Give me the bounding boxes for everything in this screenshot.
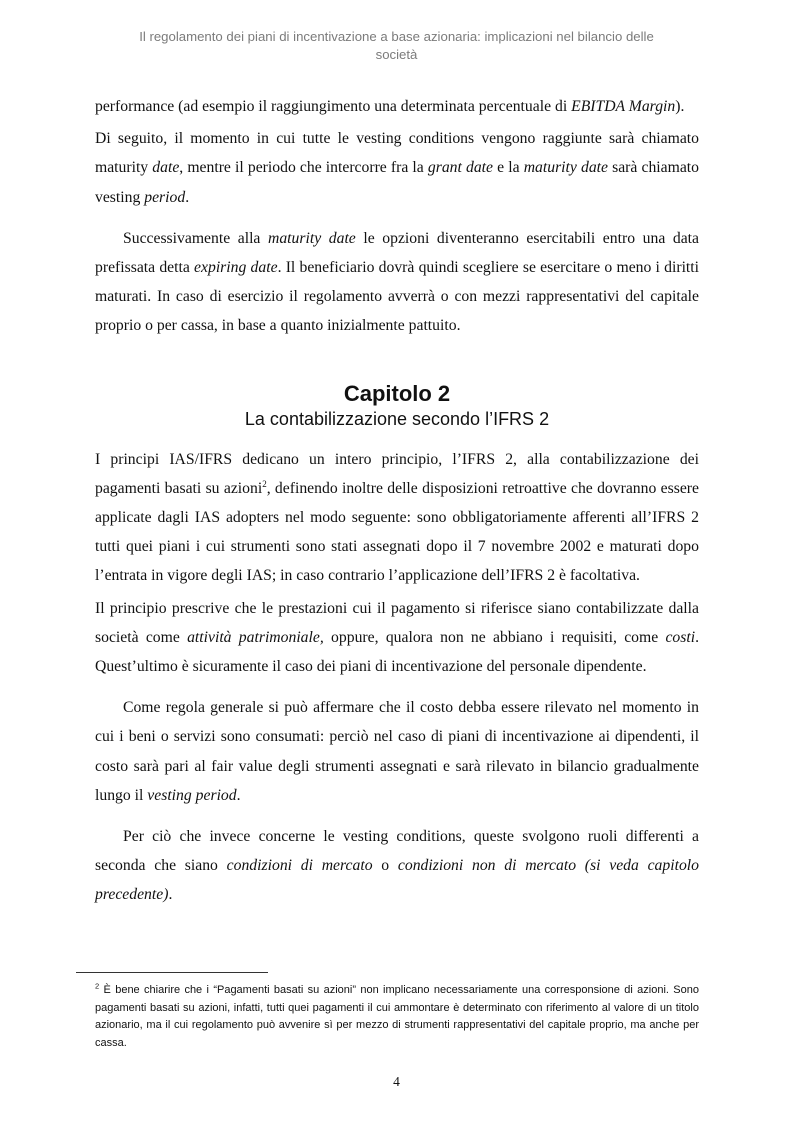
paragraph-expiring-date: Successivamente alla maturity date le opzioni diventeranno esercitabili entro una data prefissata detta expiring date. Il beneficiario dovrà quindi scegliere se esercitare o meno i diritti maturati. In caso di esercizio il regolamento avverrà o con mezzi rappresentativi del capitale proprio o per cassa, in base a quanto inizialmente pattuito. — [95, 229, 699, 335]
footnote-text: È bene chiarire che i “Pagamenti basati su azioni” non implicano necessariamente una corresponsione di azioni. Sono pagamenti basati su azioni, infatti, tutti quei pagamenti il cui ammontare è determinato con riferimento al valore di un titolo azionario, ma il cui regolamento può avvenire sì per mezzo di strumenti rappresentativi del capitale proprio, ma anche per cassa. — [95, 984, 699, 1049]
paragraph-ias-ifrs: I principi IAS/IFRS dedicano un intero principio, l’IFRS 2, alla contabilizzazione dei pagamenti basati su azioni$^2$, definendo inoltre delle disposizioni retroattive che dovranno essere applicate dagli IAS adopters nel modo seguente: sono obbligatoriamente afferenti all’IFRS 2 tutti quei piani i cui strumenti sono stati assegnati dopo il 7 novembre 2002 e maturati dopo l’entrata in vigore degli IAS; in caso contrario l’applicazione dell’IFRS 2 è facoltativa. — [95, 450, 699, 585]
chapter-heading — [95, 381, 699, 431]
paragraph-vesting-conditions: Per ciò che invece concerne le vesting conditions, queste svolgono ruoli differenti a seconda che siano condizioni di mercato o condizioni non di mercato (si veda capitolo precedente). — [95, 828, 700, 904]
running-header-line-1: Il regolamento dei piani di incentivazione a base azionaria: implicazioni nel bilancio delle — [139, 29, 654, 44]
running-header — [60, 28, 733, 64]
footnote — [95, 982, 699, 1052]
running-header-line-2: società — [375, 47, 418, 62]
footnote-reference: 2 — [262, 478, 267, 489]
paragraph-regola-generale: Come regola generale si può affermare che il costo debba essere rilevato nel momento in cui i beni o servizi sono consumati: perciò nel caso di piani di incentivazione ai dipendenti, il costo sarà pari al fair value degli strumenti assegnati e sarà rilevato in bilancio gradualmente lungo il vesting period. — [95, 699, 699, 804]
footnote-separator — [76, 972, 268, 973]
chapter-title: Capitolo 2 — [343, 380, 451, 406]
paragraph-principio: Il principio prescrive che le prestazioni cui il pagamento si riferisce siano contabilizzate dalla società come attività patrimoniale, oppure, qualora non ne abbiano i requisiti, come costi. Quest’ultimo è sicuramente il caso dei piani di incentivazione del personale dipendente. — [95, 599, 700, 676]
footnote-number: 2 — [95, 981, 100, 991]
paragraph-performance: performance (ad esempio il raggiungimento una determinata percentuale di EBITDA Margin). — [95, 98, 685, 115]
paragraph-maturity-date: Di seguito, il momento in cui tutte le vesting conditions vengono raggiunte sarà chiamato maturity date, mentre il periodo che intercorre fra la grant date e la maturity date sarà chiamato vesting period. — [95, 130, 699, 206]
chapter-subtitle: La contabilizzazione secondo l’IFRS 2 — [244, 408, 550, 429]
page-number: 4 — [393, 1074, 400, 1089]
page-body — [95, 92, 699, 913]
